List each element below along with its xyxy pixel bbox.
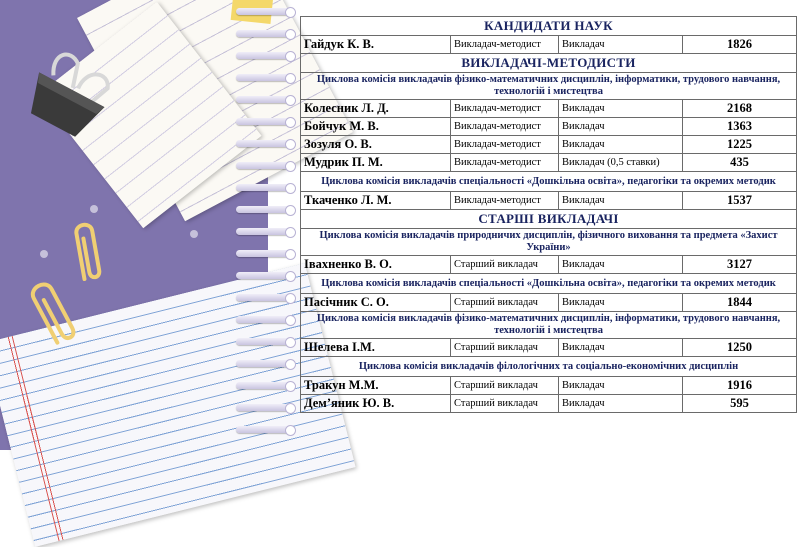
teacher-value: 1363 [683, 118, 797, 136]
teacher-category: Старший викладач [451, 294, 559, 312]
teacher-position: Викладач (0,5 ставки) [559, 154, 683, 172]
teacher-category: Викладач-методист [451, 192, 559, 210]
table-row [301, 136, 797, 154]
teacher-name: Ткаченко Л. М. [301, 192, 451, 210]
teacher-position: Викладач [559, 100, 683, 118]
commission-title: Циклова комісія викладачів спеціальності «Дошкільна освіта», педагогіки та окремих методик [301, 274, 797, 294]
teacher-position: Викладач [559, 118, 683, 136]
teacher-category: Викладач-методист [451, 118, 559, 136]
commission-header [301, 357, 797, 377]
section-header [301, 210, 797, 229]
table-row [301, 377, 797, 395]
commission-header [301, 73, 797, 100]
spiral-binding-icon [236, 8, 296, 448]
commission-header [301, 274, 797, 294]
teacher-value: 1844 [683, 294, 797, 312]
teacher-category: Старший викладач [451, 339, 559, 357]
teacher-category: Старший викладач [451, 377, 559, 395]
section-header [301, 54, 797, 73]
table-row [301, 339, 797, 357]
teacher-value: 1250 [683, 339, 797, 357]
commission-header [301, 312, 797, 339]
teacher-value: 1225 [683, 136, 797, 154]
commission-title: Циклова комісія викладачів спеціальності «Дошкільна освіта», педагогіки та окремих методик [301, 172, 797, 192]
teacher-value: 1826 [683, 36, 797, 54]
teacher-value: 2168 [683, 100, 797, 118]
teacher-category: Викладач-методист [451, 154, 559, 172]
teacher-category: Старший викладач [451, 256, 559, 274]
commission-header [301, 229, 797, 256]
teacher-name: Шелева І.М. [301, 339, 451, 357]
section-title-methodists: ВИКЛАДАЧІ-МЕТОДИСТИ [301, 54, 797, 73]
teacher-name: Колесник Л. Д. [301, 100, 451, 118]
teacher-category: Викладач-методист [451, 136, 559, 154]
teacher-position: Викладач [559, 294, 683, 312]
teacher-value: 595 [683, 395, 797, 413]
teacher-category: Викладач-методист [451, 100, 559, 118]
section-title-seniors: СТАРШІ ВИКЛАДАЧІ [301, 210, 797, 229]
table-row [301, 192, 797, 210]
teacher-name: Пасічник С. О. [301, 294, 451, 312]
table-row [301, 154, 797, 172]
table-row [301, 294, 797, 312]
teacher-position: Викладач [559, 395, 683, 413]
teacher-position: Викладач [559, 256, 683, 274]
teacher-name: Зозуля О. В. [301, 136, 451, 154]
commission-title: Циклова комісія викладачів фізико-математичних дисциплін, інформатики, трудового навчання, технологій і мистецтва [301, 73, 797, 100]
teacher-position: Викладач [559, 377, 683, 395]
teacher-position: Викладач [559, 192, 683, 210]
table-row [301, 100, 797, 118]
paper-clip-icon [30, 275, 78, 355]
teacher-position: Викладач [559, 339, 683, 357]
commission-title: Циклова комісія викладачів філологічних та соціально-економічних дисциплін [301, 357, 797, 377]
teacher-value: 435 [683, 154, 797, 172]
table-row [301, 36, 797, 54]
commission-title: Циклова комісія викладачів природничих дисциплін, фізичного виховання та предмета «Захист України» [301, 229, 797, 256]
section-header [301, 17, 797, 36]
table-row [301, 256, 797, 274]
teacher-value: 3127 [683, 256, 797, 274]
teacher-name: Івахненко В. О. [301, 256, 451, 274]
commission-header [301, 172, 797, 192]
teacher-name: Бойчук М. В. [301, 118, 451, 136]
staff-table [300, 16, 797, 413]
teacher-value: 1537 [683, 192, 797, 210]
teacher-category: Викладач-методист [451, 36, 559, 54]
teacher-category: Старший викладач [451, 395, 559, 413]
section-title-candidates: КАНДИДАТИ НАУК [301, 17, 797, 36]
teacher-name: Дем’яник Ю. В. [301, 395, 451, 413]
teacher-name: Мудрик П. М. [301, 154, 451, 172]
table-row [301, 395, 797, 413]
teacher-position: Викладач [559, 136, 683, 154]
teacher-value: 1916 [683, 377, 797, 395]
commission-title: Циклова комісія викладачів фізико-математичних дисциплін, інформатики, трудового навчання, технологій і мистецтва [301, 312, 797, 339]
teacher-name: Гайдук К. В. [301, 36, 451, 54]
teacher-name: Тракун М.М. [301, 377, 451, 395]
teacher-position: Викладач [559, 36, 683, 54]
table-row [301, 118, 797, 136]
